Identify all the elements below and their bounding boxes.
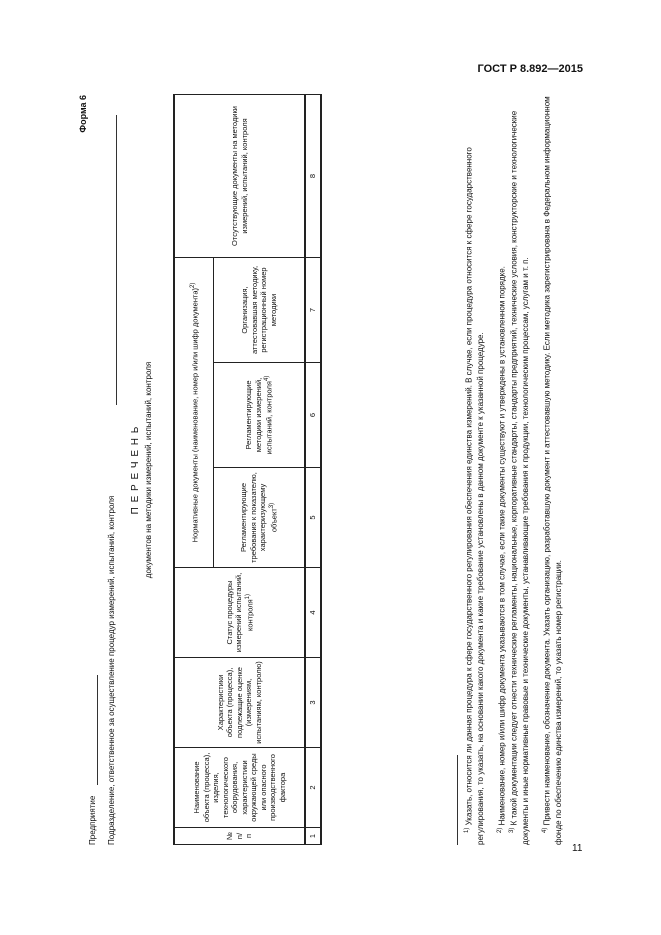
col-number: 5	[305, 468, 321, 568]
footnote-mark: 1)	[244, 593, 251, 600]
header-status	[174, 568, 305, 658]
col-number: 4	[305, 568, 321, 658]
footnote-1	[462, 95, 486, 845]
footnote-mark: 4)	[264, 375, 270, 381]
footnote-text: Наименование, номер и/или шифр документа указываются в том случае, если такие документы существуют и утверждены в установленном порядке.	[497, 266, 507, 826]
footnote-mark: 3)	[268, 502, 275, 509]
footnote-4	[540, 95, 564, 845]
header-status-text: Статус процедуры измерений испытаний, контроля	[224, 572, 254, 653]
footnote-2	[495, 95, 508, 845]
header-object: Наименование объекта (процесса), изделия, технологического оборудования, характеристики окружающей среды или опасного производственного фактора	[174, 748, 305, 828]
header-normative-text: Нормативные документы (наименование, номер и/или шифр документа)	[190, 287, 199, 543]
rotated-form	[78, 95, 578, 845]
header-num: № п/п	[174, 828, 305, 845]
division-label: Подразделение, ответственное за осуществление процедур измерений, испытаний, контроля	[107, 495, 116, 845]
footnote-mark: 3)	[509, 827, 515, 833]
footnote-separator	[457, 755, 458, 845]
list-subtitle: документов на методики измерений, испытаний, контроля	[144, 361, 153, 579]
col-number: 8	[305, 95, 321, 258]
footnote-mark: 4)	[542, 827, 548, 833]
empty-cell	[321, 95, 323, 845]
enterprise-label: Предприятие	[88, 795, 97, 845]
page-number: 11	[572, 843, 583, 854]
header-characteristics: Характеристики объекта (процесса), подлежащие оценке (измерениям, испытаниям, контролю)	[174, 658, 305, 748]
col-number: 6	[305, 363, 321, 468]
header-methods-text: Регламентирующие методики измерений, испытаний, контроля	[244, 377, 274, 455]
enterprise-field-line	[97, 675, 98, 785]
footnote-text: К такой документации следует отнести технические регламенты, национальные, корпоративные стандарты, стандарты предприятий, технические условия, конструкторские и технологические документы и иные нормативные правовые и технические документы, устанавливающие требования к продукции, технологическим процессам, услугам и т. п.	[509, 110, 530, 845]
footnote-mark: 2)	[497, 827, 503, 833]
footnote-text: Привести наименование, обозначение документа. Указать организацию, разработавшую документ и аттестовавшую методику. Если методика зарегистрирована в Федеральном информационном фонде по обеспечению единства измерений, то указать номер регистрации.	[542, 96, 563, 845]
header-org: Организация, аттестовавшая методику, регистрационный номер методики	[214, 258, 306, 363]
list-title: П Е Р Е Ч Е Н Ь	[130, 425, 141, 515]
col-number: 7	[305, 258, 321, 363]
header-methods	[214, 363, 306, 468]
header-regulating-text: Регламентирующие требования к показателю, характеризующему объект	[239, 472, 279, 563]
header-missing: Отсутствующие документы на методики измерений, испытаний, контроля	[174, 95, 305, 258]
footnote-3	[507, 95, 531, 845]
col-number: 1	[305, 828, 321, 845]
footnote-text: Указать, относится ли данная процедура к сфере государственного регулирования обеспечения единства измерений. В случае, если процедура относится к сфере государственного регулирования, то указать, на основании какого документа и какие требование установлены в данном документе к указанной процедуре.	[464, 147, 485, 845]
document-header: ГОСТ Р 8.892—2015	[477, 63, 583, 75]
header-normative-group	[174, 258, 214, 568]
col-number: 2	[305, 748, 321, 828]
col-number: 3	[305, 658, 321, 748]
documents-table	[173, 94, 323, 845]
form-label: Форма 6	[78, 95, 88, 133]
footnote-mark: 2)	[189, 282, 196, 288]
header-regulating	[214, 468, 306, 568]
division-field-line	[116, 115, 117, 405]
footnote-mark: 1)	[464, 827, 470, 833]
